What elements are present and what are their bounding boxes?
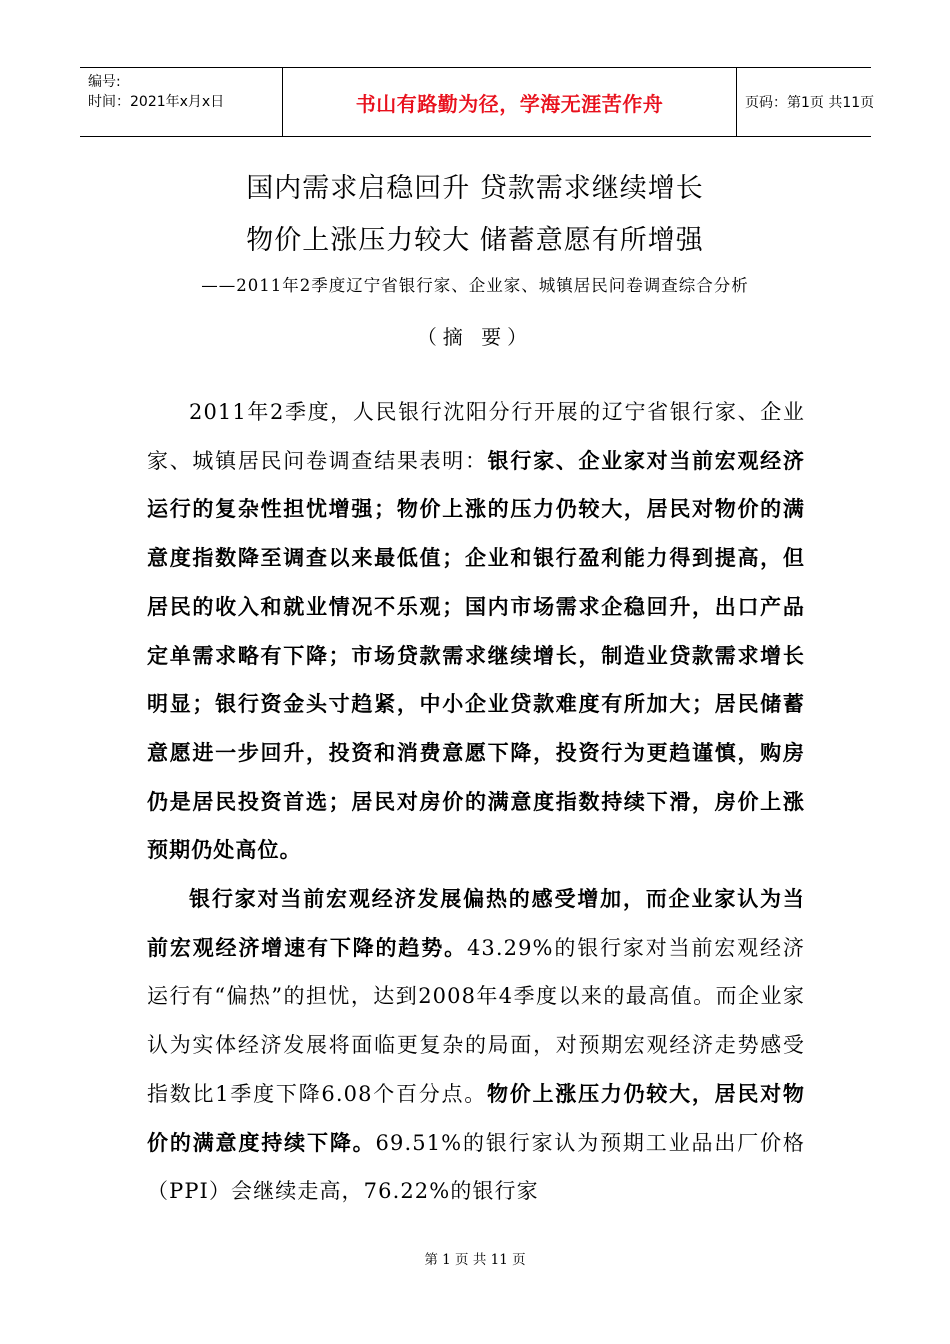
paragraph-text: 43.29%的银行家对当前宏观经济运行有“偏热”的担忧，达到2008年4季度以来的最高值。而企业家认为实体经济发展将面临更复杂的局面，对预期宏观经济走势感受指数比1季度下降6.08个百分点。 [147, 935, 805, 1106]
header-page-info: 页码：第1页 共11页 [745, 95, 875, 111]
document-number-label: 编号: [88, 74, 121, 90]
paragraph-macro [147, 875, 805, 1216]
paragraph-text: 69.51%的银行家认为预期工业品出厂价格（PPI）会继续走高，76.22%的银行家 [147, 1130, 805, 1204]
document-title-line-2: 物价上涨压力较大 储蓄意愿有所增强 [246, 225, 704, 256]
document-date: 时间：2021年x月x日 [88, 94, 225, 110]
document-subtitle: ——2011年2季度辽宁省银行家、企业家、城镇居民问卷调查综合分析 [201, 276, 749, 295]
paragraph-bold-text: 银行家对当前宏观经济发展偏热的感受增加，而企业家认为当前宏观经济增速有下降的趋势。 [147, 886, 805, 960]
page-footer: 第 1 页 共 11 页 [424, 1252, 526, 1268]
abstract-label: （摘 要） [416, 325, 534, 349]
document-body [147, 388, 805, 1216]
header-motto: 书山有路勤为径，学海无涯苦作舟 [355, 91, 664, 116]
page-header [80, 67, 875, 137]
paragraph-bold-text: 物价上涨压力仍较大，居民对物价的满意度持续下降。 [147, 1080, 805, 1155]
paragraph-intro-text: 2011年2季度，人民银行沈阳分行开展的辽宁省银行家、企业家、城镇居民问卷调查结果表明： [147, 400, 805, 473]
paragraph-bold-text: 银行家、企业家对当前宏观经济运行的复杂性担忧增强；物价上涨的压力仍较大，居民对物价的满意度指数降至调查以来最低值；企业和银行盈利能力得到提高，但居民的收入和就业情况不乐观；国内市场需求企稳回升，出口产品定单需求略有下降；市场贷款需求继续增长，制造业贷款需求增长明显；银行资金头寸趋紧，中小企业贷款难度有所加大；居民储蓄意愿进一步回升，投资和消费意愿下降，投资行为更趋谨慎，购房仍是居民投资首选；居民对房价的满意度指数持续下滑，房价上涨预期仍处高位。 [147, 447, 805, 863]
header-meta [80, 68, 282, 136]
paragraph-summary [147, 388, 805, 875]
document-title-line-1: 国内需求启稳回升 贷款需求继续增长 [246, 173, 704, 204]
header-motto-cell [282, 68, 737, 136]
